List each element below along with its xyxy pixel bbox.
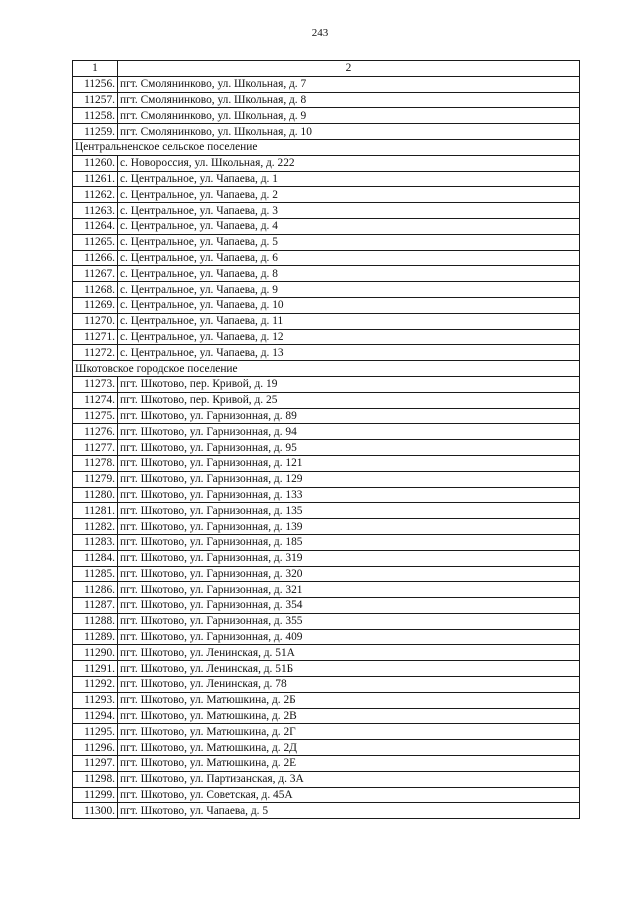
section-heading: Центральненское сельское поселение [73, 139, 580, 155]
row-number: 11281. [73, 503, 118, 519]
table-row [73, 534, 580, 550]
row-address: пгт. Смолянинково, ул. Школьная, д. 7 [118, 76, 580, 92]
row-address: пгт. Шкотово, ул. Гарнизонная, д. 133 [118, 487, 580, 503]
table-row [73, 392, 580, 408]
section-row [73, 361, 580, 377]
row-address: пгт. Смолянинково, ул. Школьная, д. 8 [118, 92, 580, 108]
row-number: 11300. [73, 803, 118, 819]
page-number: 243 [311, 27, 329, 39]
row-address: пгт. Шкотово, ул. Гарнизонная, д. 319 [118, 550, 580, 566]
row-address: пгт. Шкотово, ул. Чапаева, д. 5 [118, 803, 580, 819]
row-address: пгт. Шкотово, ул. Матюшкина, д. 2Г [118, 724, 580, 740]
row-number: 11284. [73, 550, 118, 566]
row-number: 11283. [73, 534, 118, 550]
row-number: 11285. [73, 566, 118, 582]
table-row [73, 661, 580, 677]
table-row [73, 345, 580, 361]
row-address: с. Центральное, ул. Чапаева, д. 3 [118, 203, 580, 219]
row-address: пгт. Шкотово, ул. Гарнизонная, д. 135 [118, 503, 580, 519]
row-address: пгт. Шкотово, ул. Гарнизонная, д. 129 [118, 471, 580, 487]
row-number: 11272. [73, 345, 118, 361]
row-address: пгт. Шкотово, пер. Кривой, д. 19 [118, 376, 580, 392]
table-row [73, 218, 580, 234]
row-address: пгт. Шкотово, ул. Ленинская, д. 51Б [118, 661, 580, 677]
row-address: пгт. Шкотово, ул. Матюшкина, д. 2Б [118, 692, 580, 708]
row-number: 11278. [73, 455, 118, 471]
row-address: пгт. Шкотово, ул. Матюшкина, д. 2В [118, 708, 580, 724]
row-number: 11266. [73, 250, 118, 266]
row-address: пгт. Шкотово, ул. Гарнизонная, д. 355 [118, 613, 580, 629]
row-number: 11258. [73, 108, 118, 124]
row-number: 11292. [73, 677, 118, 693]
row-address: пгт. Шкотово, ул. Гарнизонная, д. 185 [118, 534, 580, 550]
row-number: 11256. [73, 76, 118, 92]
row-address: с. Центральное, ул. Чапаева, д. 11 [118, 313, 580, 329]
row-address: с. Новороссия, ул. Школьная, д. 222 [118, 155, 580, 171]
row-number: 11273. [73, 376, 118, 392]
table-row [73, 313, 580, 329]
row-address: с. Центральное, ул. Чапаева, д. 1 [118, 171, 580, 187]
row-address: с. Центральное, ул. Чапаева, д. 8 [118, 266, 580, 282]
row-address: пгт. Шкотово, ул. Гарнизонная, д. 321 [118, 582, 580, 598]
table-body [73, 61, 580, 819]
table-row [73, 756, 580, 772]
table-row [73, 503, 580, 519]
row-number: 11280. [73, 487, 118, 503]
table-row [73, 724, 580, 740]
row-address: с. Центральное, ул. Чапаева, д. 6 [118, 250, 580, 266]
row-number: 11289. [73, 629, 118, 645]
row-address: пгт. Шкотово, ул. Матюшкина, д. 2Д [118, 740, 580, 756]
table-row [73, 771, 580, 787]
row-address: пгт. Шкотово, ул. Гарнизонная, д. 94 [118, 424, 580, 440]
table-row [73, 471, 580, 487]
row-number: 11265. [73, 234, 118, 250]
table-row [73, 645, 580, 661]
row-number: 11267. [73, 266, 118, 282]
table-row [73, 550, 580, 566]
row-number: 11262. [73, 187, 118, 203]
row-address: с. Центральное, ул. Чапаева, д. 13 [118, 345, 580, 361]
table-row [73, 803, 580, 819]
row-number: 11260. [73, 155, 118, 171]
table-row [73, 613, 580, 629]
table-row [73, 424, 580, 440]
row-number: 11261. [73, 171, 118, 187]
table-row [73, 787, 580, 803]
row-number: 11275. [73, 408, 118, 424]
section-heading: Шкотовское городское поселение [73, 361, 580, 377]
row-number: 11287. [73, 598, 118, 614]
row-number: 11286. [73, 582, 118, 598]
row-number: 11288. [73, 613, 118, 629]
row-number: 11299. [73, 787, 118, 803]
row-address: пгт. Шкотово, ул. Партизанская, д. 3А [118, 771, 580, 787]
row-number: 11297. [73, 756, 118, 772]
table-row [73, 297, 580, 313]
row-number: 11277. [73, 440, 118, 456]
row-number: 11259. [73, 124, 118, 140]
column-header-address: 2 [118, 61, 580, 77]
row-address: с. Центральное, ул. Чапаева, д. 4 [118, 218, 580, 234]
row-number: 11264. [73, 218, 118, 234]
table-row [73, 234, 580, 250]
row-number: 11294. [73, 708, 118, 724]
row-number: 11268. [73, 282, 118, 298]
row-number: 11276. [73, 424, 118, 440]
row-address: пгт. Шкотово, ул. Гарнизонная, д. 320 [118, 566, 580, 582]
row-number: 11291. [73, 661, 118, 677]
table-row [73, 108, 580, 124]
row-address: пгт. Шкотово, ул. Гарнизонная, д. 139 [118, 519, 580, 535]
table-row [73, 171, 580, 187]
row-address: пгт. Смолянинково, ул. Школьная, д. 10 [118, 124, 580, 140]
table-row [73, 598, 580, 614]
row-address: пгт. Шкотово, ул. Матюшкина, д. 2Е [118, 756, 580, 772]
row-number: 11263. [73, 203, 118, 219]
row-address: пгт. Шкотово, ул. Советская, д. 45А [118, 787, 580, 803]
row-address: с. Центральное, ул. Чапаева, д. 9 [118, 282, 580, 298]
row-address: пгт. Шкотово, ул. Гарнизонная, д. 121 [118, 455, 580, 471]
table-row [73, 155, 580, 171]
row-number: 11282. [73, 519, 118, 535]
table-row [73, 250, 580, 266]
row-number: 11274. [73, 392, 118, 408]
table-row [73, 629, 580, 645]
row-address: с. Центральное, ул. Чапаева, д. 12 [118, 329, 580, 345]
table-row [73, 203, 580, 219]
row-address: с. Центральное, ул. Чапаева, д. 2 [118, 187, 580, 203]
section-row [73, 139, 580, 155]
row-address: пгт. Шкотово, пер. Кривой, д. 25 [118, 392, 580, 408]
table-row [73, 408, 580, 424]
row-number: 11279. [73, 471, 118, 487]
row-address: пгт. Шкотово, ул. Гарнизонная, д. 89 [118, 408, 580, 424]
row-number: 11269. [73, 297, 118, 313]
row-address: с. Центральное, ул. Чапаева, д. 5 [118, 234, 580, 250]
table-row [73, 487, 580, 503]
table-row [73, 266, 580, 282]
row-number: 11257. [73, 92, 118, 108]
table-row [73, 124, 580, 140]
table-row [73, 282, 580, 298]
address-table [72, 60, 580, 819]
table-row [73, 455, 580, 471]
table-row [73, 376, 580, 392]
table-row [73, 708, 580, 724]
row-number: 11293. [73, 692, 118, 708]
table-row [73, 440, 580, 456]
table-row [73, 677, 580, 693]
table-row [73, 92, 580, 108]
row-number: 11271. [73, 329, 118, 345]
table-header-row [73, 61, 580, 77]
column-header-number: 1 [73, 61, 118, 77]
row-address: с. Центральное, ул. Чапаева, д. 10 [118, 297, 580, 313]
table-row [73, 187, 580, 203]
row-number: 11270. [73, 313, 118, 329]
row-address: пгт. Шкотово, ул. Гарнизонная, д. 95 [118, 440, 580, 456]
table-row [73, 582, 580, 598]
row-address: пгт. Шкотово, ул. Гарнизонная, д. 409 [118, 629, 580, 645]
row-number: 11295. [73, 724, 118, 740]
row-number: 11296. [73, 740, 118, 756]
table-row [73, 329, 580, 345]
row-address: пгт. Смолянинково, ул. Школьная, д. 9 [118, 108, 580, 124]
row-address: пгт. Шкотово, ул. Ленинская, д. 51А [118, 645, 580, 661]
table-row [73, 519, 580, 535]
table-row [73, 740, 580, 756]
row-number: 11298. [73, 771, 118, 787]
row-address: пгт. Шкотово, ул. Гарнизонная, д. 354 [118, 598, 580, 614]
table-row [73, 692, 580, 708]
row-address: пгт. Шкотово, ул. Ленинская, д. 78 [118, 677, 580, 693]
row-number: 11290. [73, 645, 118, 661]
table-row [73, 566, 580, 582]
table-row [73, 76, 580, 92]
